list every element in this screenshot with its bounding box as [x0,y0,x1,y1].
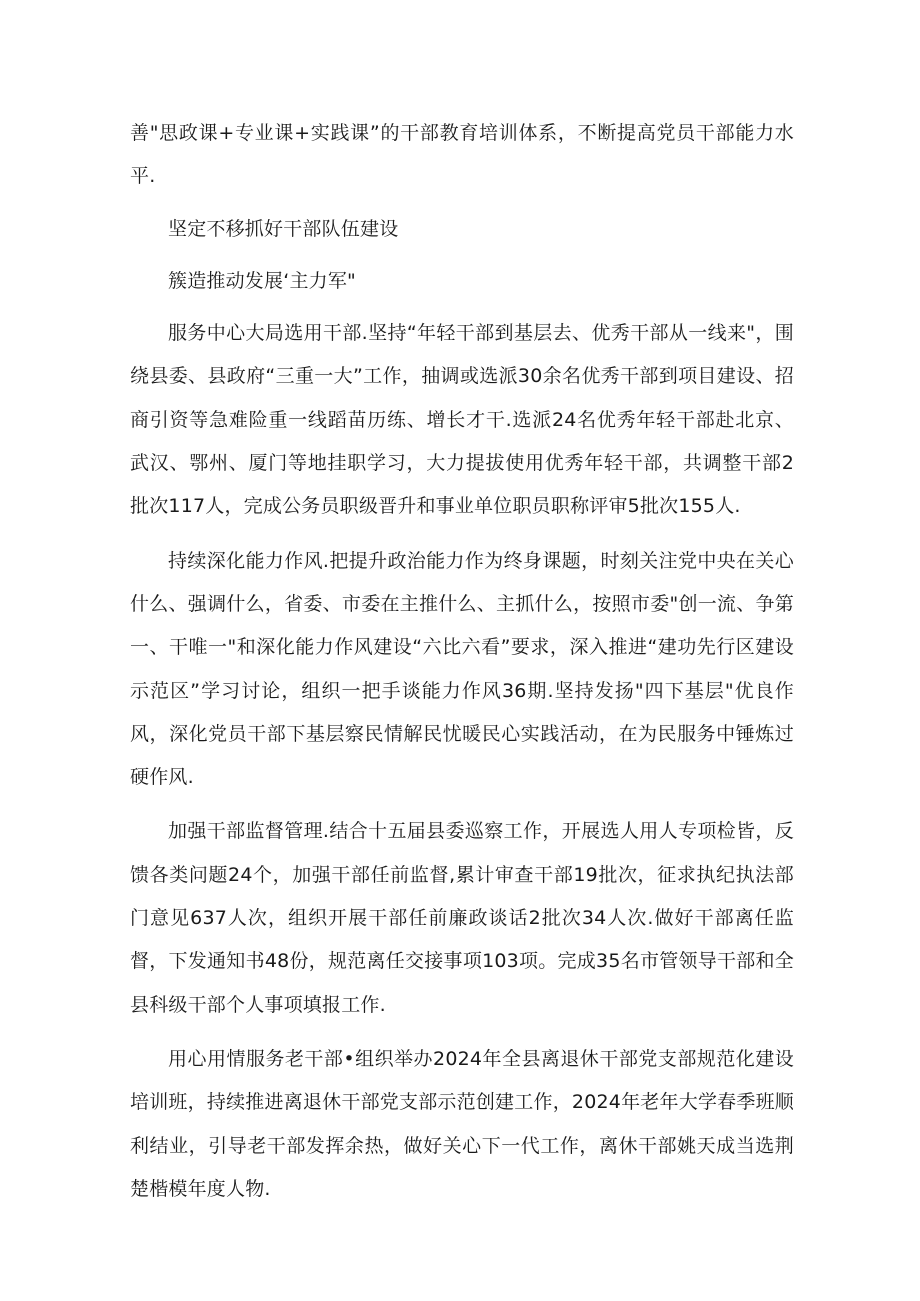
section-subheading: 簇造推动发展‘主力军" [168,269,356,292]
document-body [130,112,794,1211]
paragraph-cadre-selection: 服务中心大局选用干部.坚持“年轻干部到基层去、优秀干部从一线来"，围绕县委、县政府“三重一大”工作，抽调或选派30余名优秀干部到项目建设、招商引资等急难险重一线蹈苗历练、增长才干.选派24名优秀年轻干部赴北京、武汉、鄂州、厦门等地挂职学习，大力提拔使用优秀年轻干部，共调整干部2批次117人，完成公务员职级晋升和事业单位职员职称评审5批次155人. [130,322,794,518]
paragraph-work-style: 持续深化能力作风.把提升政治能力作为终身课题，时刻关注党中央在关心什么、强调什么，省委、市委在主推什么、主抓什么，按照市委"创一流、争第一、干唯一"和深化能力作风建设“六比六看”要求，深入推进“建功先行区建设示范区”学习讨论，组织一把手谈能力作风36期.坚持发扬"四下基层"优良作风，深化党员干部下基层察民情解民忧暖民心实践活动，在为民服务中锤炼过硬作风. [130,549,794,789]
paragraph-veteran-cadres: 用心用情服务老干部•组织举办2024年全县离退休干部党支部规范化建设培训班，持续推进离退休干部党支部示范创建工作，2024年老年大学春季班顺利结业，引导老干部发挥余热，做好关心下一代工作，离休干部姚天成当选荆楚楷模年度人物. [130,1047,794,1200]
section-heading: 坚定不移抓好干部队伍建设 [168,217,399,240]
paragraph-supervision: 加强干部监督管理.结合十五届县委巡察工作，开展选人用人专项检皆，反馈各类问题24个，加强干部任前监督,累计审查干部19批次，征求执纪执法部门意见637人次，组织开展干部任前廉政谈话2批次34人次.做好干部离任监督，下发通知书48份，规范离任交接事项103项。完成35名市管领导干部和全县科级干部个人事项填报工作. [130,820,794,1016]
paragraph-continuation: 善"思政课+专业课+实践课”的干部教育培训体系，不断提高党员干部能力水平. [130,122,794,188]
